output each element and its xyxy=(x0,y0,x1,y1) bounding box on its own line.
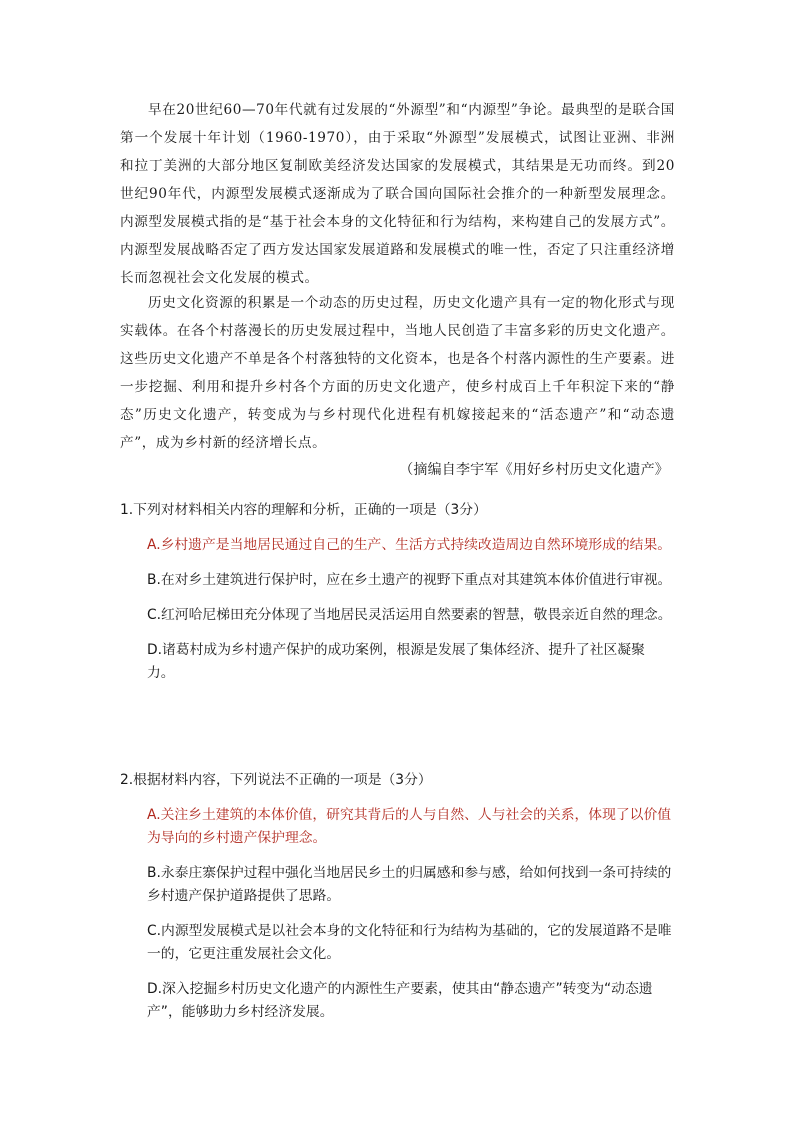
question-2-option-a: A.关注乡土建筑的本体价值，研究其背后的人与自然、人与社会的关系，体现了以价值为导向的乡村遗产保护理念。 xyxy=(147,807,672,846)
question-2-option-b: B.永泰庄寨保护过程中强化当地居民乡土的归属感和参与感，给如何找到一条可持续的乡村遗产保护道路提供了思路。 xyxy=(147,865,672,904)
passage-paragraph-1: 早在20世纪60—70年代就有过发展的“外源型”和“内源型”争论。最典型的是联合国第一个发展十年计划（1960-1970），由于采取“外源型”发展模式，试图让亚洲、非洲和拉丁美洲的大部分地区复制欧美经济发达国家的发展模式，其结果是无功而终。到20世纪90年代，内源型发展模式逐渐成为了联合国向国际社会推介的一种新型发展理念。内源型发展模式指的是“基于社会本身的文化特征和行为结构，来构建自己的发展方式”。内源型发展战略否定了西方发达国家发展道路和发展模式的唯一性，否定了只注重经济增长而忽视社会文化发展的模式。 xyxy=(120,102,675,286)
question-1-option-a: A.乡村遗产是当地居民通过自己的生产、生活方式持续改造周边自然环境形成的结果。 xyxy=(147,537,672,553)
question-1-option-d: D.诸葛村成为乡村遗产保护的成功案例，根源是发展了集体经济、提升了社区凝聚力。 xyxy=(147,642,645,681)
question-1 xyxy=(120,500,680,697)
question-1-option-c: C.红河哈尼梯田充分体现了当地居民灵活运用自然要素的智慧，敬畏亲近自然的理念。 xyxy=(147,607,672,623)
question-2-option-d: D.深入挖掘乡村历史文化遗产的内源性生产要素，使其由“静态遗产”转变为“动态遗产”，能够助力乡村经济发展。 xyxy=(147,981,653,1020)
question-1-option-b: B.在对乡土建筑进行保护时，应在乡土遗产的视野下重点对其建筑本体价值进行审视。 xyxy=(147,572,672,588)
question-1-stem: 1.下列对材料相关内容的理解和分析，正确的一项是（3分） xyxy=(120,502,487,518)
question-2-stem: 2.根据材料内容，下列说法不正确的一项是（3分） xyxy=(120,772,432,788)
passage-source: （摘编自李宇军《用好乡村历史文化遗产》 xyxy=(399,462,669,478)
question-2-option-c: C.内源型发展模式是以社会本身的文化特征和行为结构为基础的，它的发展道路不是唯一的，它更注重发展社会文化。 xyxy=(147,923,672,962)
question-2 xyxy=(120,770,680,1036)
passage-paragraph-2: 历史文化资源的积累是一个动态的历史过程，历史文化遗产具有一定的物化形式与现实载体。在各个村落漫长的历史发展过程中，当地人民创造了丰富多彩的历史文化遗产。这些历史文化遗产不单是各个村落独特的文化资本，也是各个村落内源性的生产要素。进一步挖掘、利用和提升乡村各个方面的历史文化遗产，使乡村成百上千年积淀下来的“静态”历史文化遗产，转变成为与乡村现代化进程有机嫁接起来的“活态遗产”和“动态遗产”，成为乡村新的经济增长点。 xyxy=(120,295,675,451)
